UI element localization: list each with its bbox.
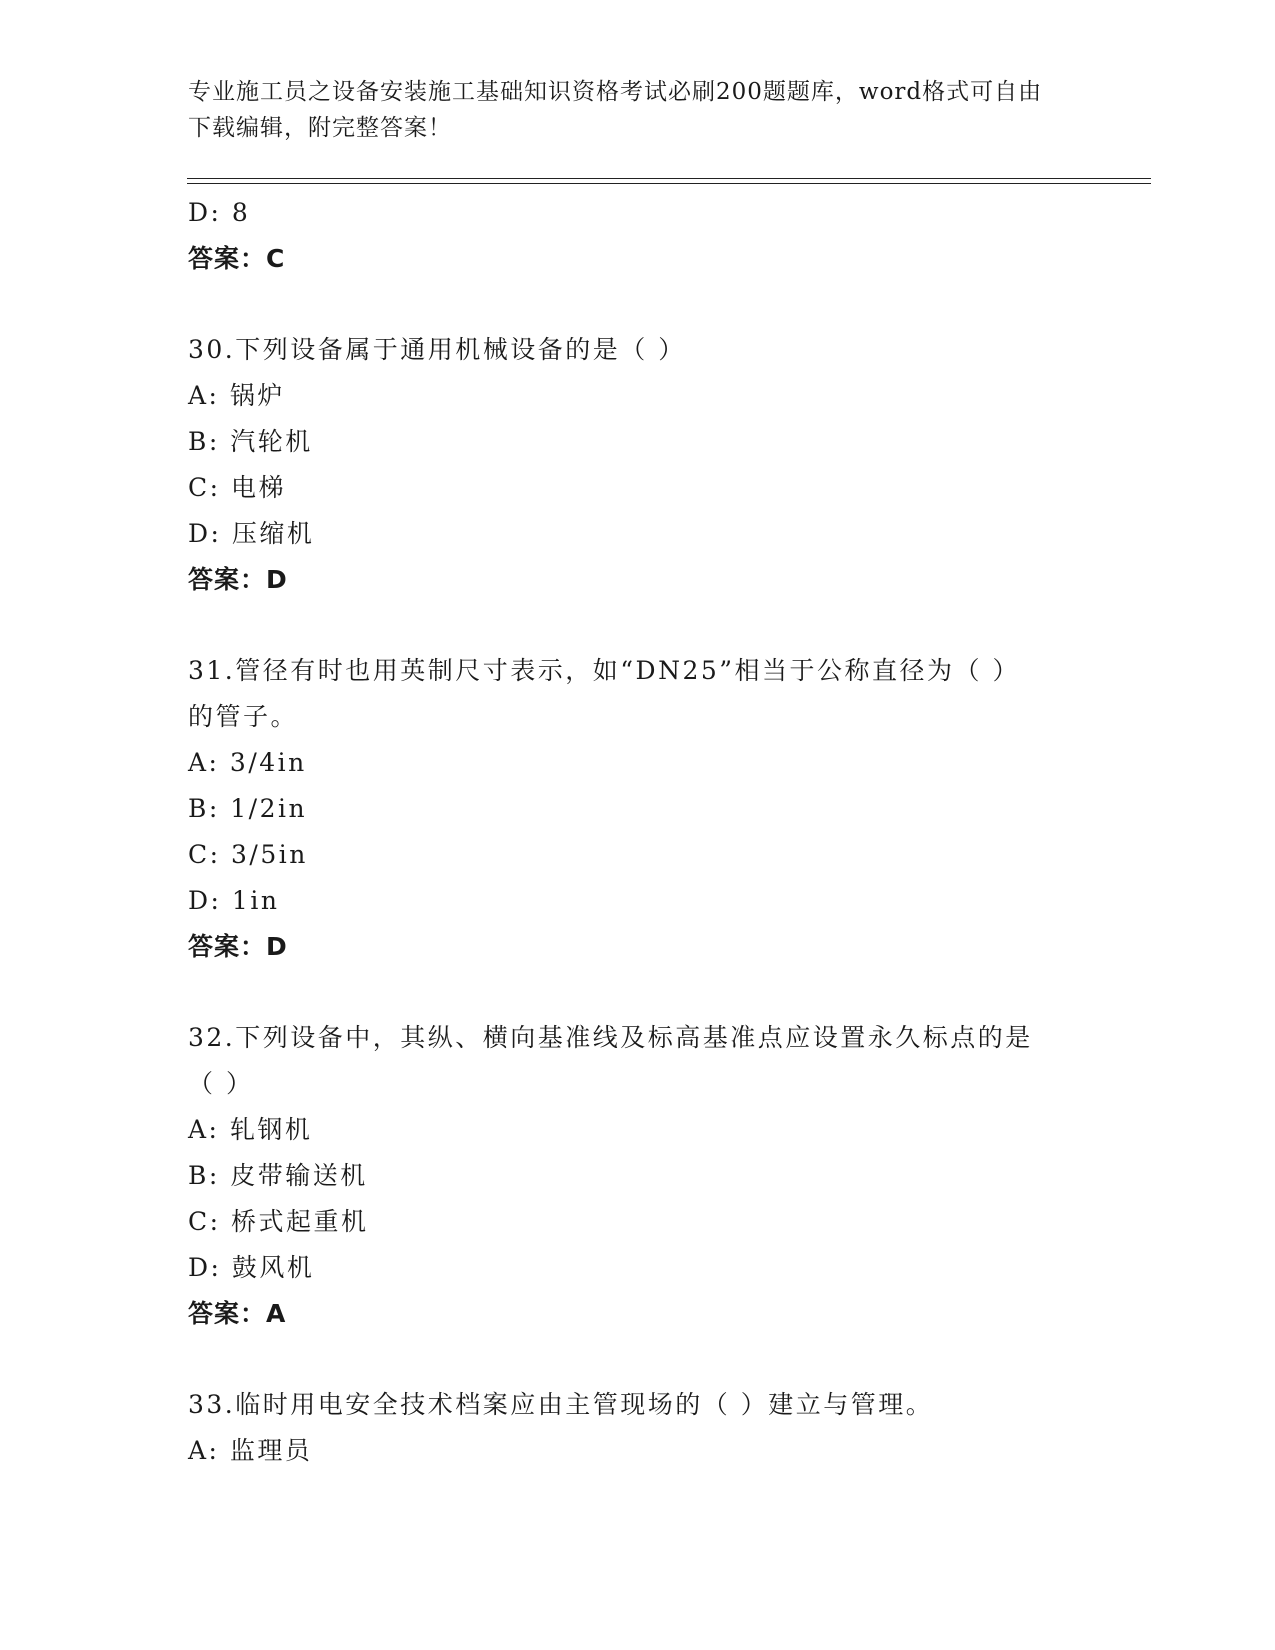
option-a: A: 监理员 (188, 1436, 313, 1465)
question-list (188, 190, 1088, 1474)
header-divider-top (187, 178, 1151, 179)
question-block-33 (188, 1382, 1088, 1474)
prev-answer: 答案：C (188, 244, 286, 273)
header-divider-bottom (187, 183, 1151, 184)
question-stem: 30.下列设备属于通用机械设备的是（ ） (188, 335, 686, 364)
question-stem-continued: （ ） (188, 1069, 254, 1098)
question-stem: 32.下列设备中，其纵、横向基准线及标高基准点应设置永久标点的是 (188, 1023, 1033, 1052)
option-d: D: 鼓风机 (188, 1253, 315, 1282)
question-stem: 33.临时用电安全技术档案应由主管现场的（ ）建立与管理。 (188, 1390, 934, 1419)
question-block-31 (188, 648, 1088, 970)
answer: 答案：D (188, 932, 288, 961)
option-a: A: 3/4in (188, 748, 307, 777)
option-c: C: 3/5in (188, 840, 308, 869)
question-block-32 (188, 1015, 1088, 1337)
header-line-2: 下载编辑，附完整答案！ (188, 115, 452, 141)
option-d: D: 1in (188, 886, 280, 915)
option-c: C: 桥式起重机 (188, 1207, 369, 1236)
option-a: A: 锅炉 (188, 381, 285, 410)
option-b: B: 皮带输送机 (188, 1161, 368, 1190)
spacer (188, 1337, 1088, 1382)
question-block-30 (188, 327, 1088, 603)
question-stem: 31.管径有时也用英制尺寸表示，如“DN25”相当于公称直径为（ ） (188, 656, 1020, 685)
prev-option-d: D: 8 (188, 198, 251, 227)
option-a: A: 轧钢机 (188, 1115, 313, 1144)
spacer (188, 970, 1088, 1015)
document-header (188, 74, 1068, 146)
spacer (188, 282, 1088, 327)
answer: 答案：D (188, 565, 288, 594)
spacer (188, 603, 1088, 648)
option-b: B: 汽轮机 (188, 427, 313, 456)
option-c: C: 电梯 (188, 473, 286, 502)
answer: 答案：A (188, 1299, 287, 1328)
option-b: B: 1/2in (188, 794, 308, 823)
question-stem-continued: 的管子。 (188, 702, 299, 731)
header-line-1: 专业施工员之设备安装施工基础知识资格考试必刷200题题库，word格式可自由 (188, 79, 1043, 105)
option-d: D: 压缩机 (188, 519, 315, 548)
